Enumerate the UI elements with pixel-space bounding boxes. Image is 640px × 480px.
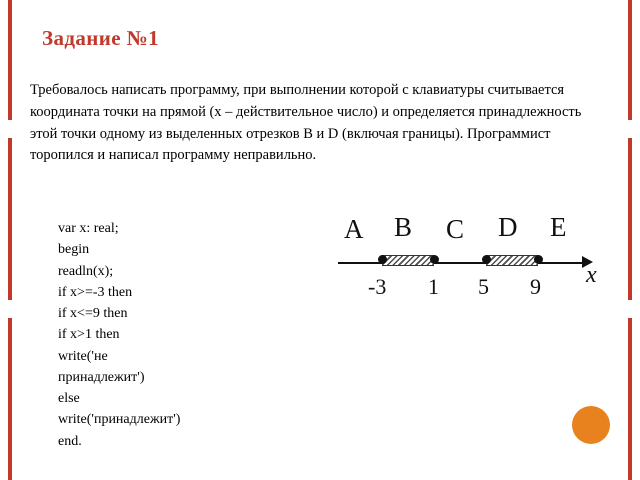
problem-statement: Требовалось написать программу, при выполнении которой с клавиатуры считывается координата точки на прямой (x – действительное число) и определяется принадлежность этой точки одному из выделенных отрезков B и D (включая границы). Программист торопился и написал программу неправильно.: [30, 82, 582, 164]
rail-gap: [628, 120, 632, 138]
axis-label-x: x: [586, 262, 597, 288]
code-line: if x>1 then: [58, 327, 120, 343]
code-line: if x<=9 then: [58, 306, 128, 322]
figure-letter-e: E: [550, 212, 567, 242]
next-slide-button[interactable]: [572, 406, 610, 444]
figure-letter-a: A: [344, 214, 364, 244]
code-line: write('не: [58, 348, 108, 364]
rail-gap: [628, 300, 632, 318]
right-rail-decoration: [628, 0, 632, 480]
point-minus3: [378, 255, 387, 264]
code-line: if x>=-3 then: [58, 284, 133, 300]
code-line: begin: [58, 242, 90, 258]
code-line: write('принадлежит'): [58, 412, 181, 428]
figure-number-5: 5: [478, 274, 489, 299]
point-1: [430, 255, 439, 264]
point-9: [534, 255, 543, 264]
rail-gap: [8, 120, 12, 138]
code-line: принадлежит'): [58, 369, 145, 385]
figure-letter-d: D: [498, 212, 518, 242]
code-line: end.: [58, 433, 82, 449]
figure-letter-c: C: [446, 214, 465, 244]
code-block: [58, 218, 258, 452]
segment-b: [382, 255, 434, 266]
figure-number-minus3: -3: [368, 274, 387, 299]
page-title: Задание №1: [42, 26, 160, 50]
rail-gap: [8, 300, 12, 318]
code-line: var x: real;: [58, 221, 119, 236]
segment-d: [486, 255, 538, 266]
figure-letter-b: B: [394, 212, 413, 242]
number-line-figure: [330, 200, 610, 310]
left-rail-decoration: [8, 0, 12, 480]
point-5: [482, 255, 491, 264]
figure-number-9: 9: [530, 274, 541, 299]
axis-line: [338, 262, 584, 264]
code-line: readln(x);: [58, 263, 114, 279]
figure-number-1: 1: [428, 274, 439, 299]
code-line: else: [58, 391, 80, 407]
